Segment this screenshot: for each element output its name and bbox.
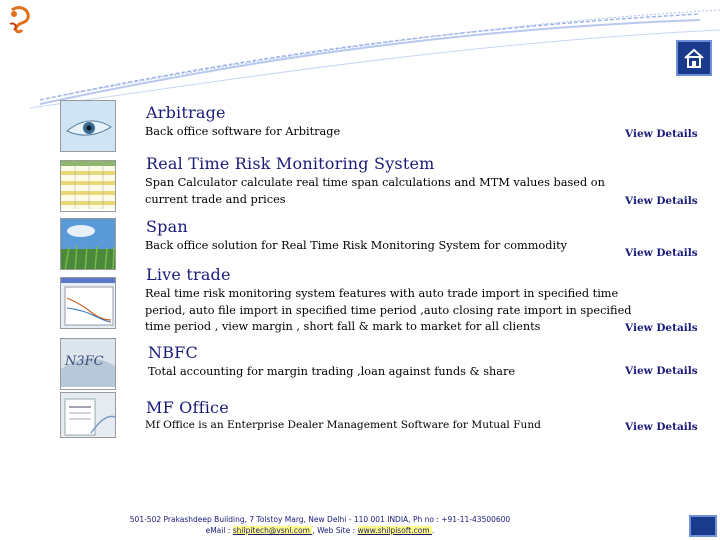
footer-web-label: , Web Site :: [312, 526, 358, 535]
footer-email-label: eMail :: [205, 526, 233, 535]
eye-image: [61, 101, 116, 152]
footer-address: 501-502 Prakashdeep Building, 7 Tolstoy Marg, New Delhi - 110 001 INDIA, Ph no : +91-11-43500600: [129, 515, 511, 524]
mf-office-description: Mf Office is an Enterprise Dealer Management Software for Mutual Fund: [145, 419, 541, 431]
svg-text:N3FC: N3FC: [65, 354, 104, 369]
arbitrage-view-details-link[interactable]: View Details: [625, 128, 698, 140]
chart-window-image: [61, 278, 116, 329]
live-trade-title: Live trade: [146, 265, 231, 284]
mf-office-view-details-link[interactable]: View Details: [625, 421, 698, 433]
live-trade-description: Real time risk monitoring system features with auto trade import in specified time period, auto file import in specified time period ,auto closing rate import in specified time period , view margin , short fall & mark to market for all clients: [145, 287, 632, 333]
footer-end: .: [432, 526, 435, 535]
nbfc-thumbnail: [60, 338, 116, 390]
home-button[interactable]: [676, 40, 712, 76]
rtrms-description: Span Calculator calculate real time span calculations and MTM values based on current trade and prices: [145, 176, 605, 206]
nbfc-description: Total accounting for margin trading ,loan against funds & share: [148, 365, 516, 378]
span-title: Span: [146, 217, 188, 236]
rtrms-title: Real Time Risk Monitoring System: [146, 154, 435, 173]
nbfc-image: [61, 339, 116, 387]
arbitrage-title: Arbitrage: [146, 103, 226, 122]
footer-email-link[interactable]: shilpitech@vsnl.com: [232, 526, 313, 535]
spreadsheet-image: [61, 161, 116, 209]
footer-contact: [0, 514, 640, 536]
rtrms-thumbnail: [60, 160, 116, 212]
footer-website-link[interactable]: www.shilpisoft.com: [357, 526, 433, 535]
next-slide-button[interactable]: [689, 515, 717, 537]
header-swoosh: [0, 0, 720, 110]
rtrms-view-details-link[interactable]: View Details: [625, 195, 698, 207]
live-trade-thumbnail: [60, 277, 116, 329]
nbfc-view-details-link[interactable]: View Details: [625, 365, 698, 377]
wheat-field-image: [61, 219, 116, 270]
mf-office-thumbnail: [60, 392, 116, 438]
home-icon: [683, 47, 705, 69]
span-description: Back office solution for Real Time Risk Monitoring System for commodity: [145, 239, 567, 252]
span-thumbnail: [60, 218, 116, 270]
mf-office-title: MF Office: [146, 398, 229, 417]
document-image: [61, 393, 116, 438]
arbitrage-description: Back office software for Arbitrage: [145, 125, 341, 138]
arbitrage-thumbnail: [60, 100, 116, 152]
nbfc-title: NBFC: [148, 343, 198, 362]
live-trade-view-details-link[interactable]: View Details: [625, 322, 698, 334]
span-view-details-link[interactable]: View Details: [625, 247, 698, 259]
